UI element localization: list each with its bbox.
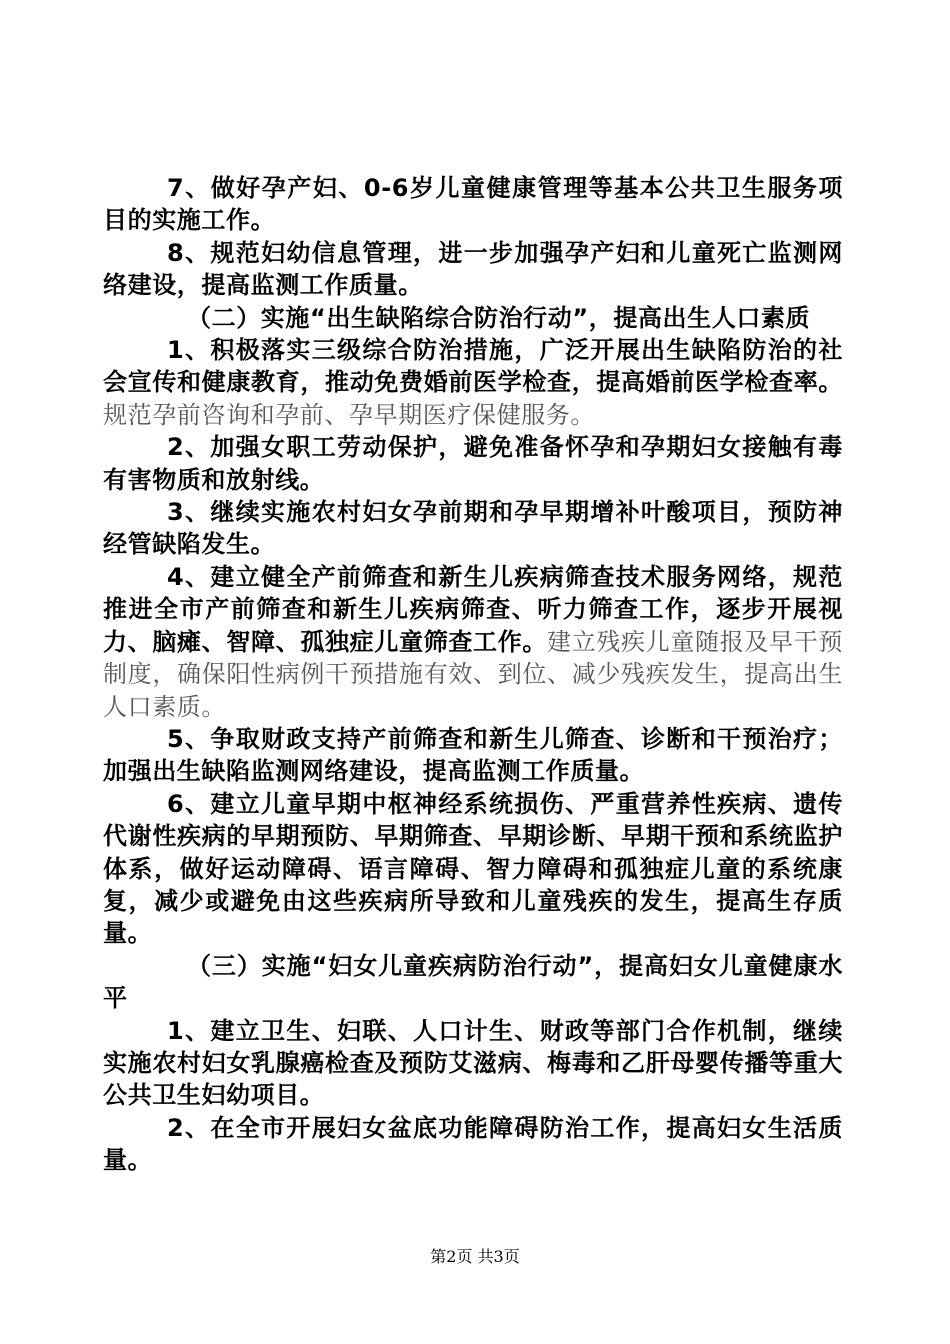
paragraph-text: 1、积极落实三级综合防治措施，广泛开展出生缺陷防治的社会宣传和健康教育，推动免费婚前医学检查，提高婚前医学检查率。: [103, 336, 843, 397]
paragraph-item-3-2: [103, 1112, 843, 1177]
paragraph-text: 2、加强女职工劳动保护，避免准备怀孕和孕期妇女接触有毒有害物质和放射线。: [103, 433, 843, 494]
paragraph-item-2-3: [103, 496, 843, 561]
paragraph-item-2-2: [103, 431, 843, 496]
paragraph-text: 8、规范妇幼信息管理，进一步加强孕产妇和儿童死亡监测网络建设，提高监测工作质量。: [103, 238, 843, 300]
paragraph-item-2-4: [103, 561, 843, 723]
paragraph-text: 7、做好孕产妇、0-6岁儿童健康管理等基本公共卫生服务项目的实施工作。: [103, 174, 843, 235]
paragraph-extra-text: 建立残疾儿童随报及早干预制度，确保阳性病例干预措施有效、到位、减少残疾发生，提高出生人口素质。: [103, 627, 843, 721]
paragraph-text: 5、争取财政支持产前筛查和新生儿筛查、诊断和干预治疗；加强出生缺陷监测网络建设，提高监测工作质量。: [103, 724, 843, 786]
paragraph-item-2-5: [103, 723, 843, 788]
section-heading-2: [103, 302, 843, 334]
paragraph-text: 2、在全市开展妇女盆底功能障碍防治工作，提高妇女生活质量。: [103, 1113, 843, 1175]
paragraph-item-2-6: [103, 788, 843, 950]
paragraph-item-3-1: [103, 1015, 843, 1112]
paragraph-extra-text: 规范孕前咨询和孕前、孕早期医疗保健服务。: [103, 400, 595, 429]
heading-text: （二）实施“出生缺陷综合防治行动”，提高出生人口素质: [187, 303, 811, 332]
document-body: [103, 172, 843, 1177]
paragraph-text: 6、建立儿童早期中枢神经系统损伤、严重营养性疾病、遗传代谢性疾病的早期预防、早期筛查、早期诊断、早期干预和系统监护体系，做好运动障碍、语言障碍、智力障碍和孤独症儿童的系统康复，减少或避免由这些疾病所导致和儿童残疾的发生，提高生存质量。: [103, 789, 843, 948]
paragraph-text: 3、继续实施农村妇女孕前期和孕早期增补叶酸项目，预防神经管缺陷发生。: [103, 498, 843, 559]
paragraph-item-2-1: [103, 334, 843, 431]
section-heading-3: [103, 950, 843, 1015]
paragraph-item-8: [103, 237, 843, 302]
page-footer: [0, 1244, 950, 1267]
paragraph-item-7: [103, 172, 843, 237]
paragraph-text: 1、建立卫生、妇联、人口计生、财政等部门合作机制，继续实施农村妇女乳腺癌检查及预防艾滋病、梅毒和乙肝母婴传播等重大公共卫生妇幼项目。: [103, 1016, 843, 1110]
page-number-label: 第2页 共3页: [430, 1247, 520, 1266]
paragraph-text: 4、建立健全产前筛查和新生儿疾病筛查技术服务网络，规范推进全市产前筛查和新生儿疾病筛查、听力筛查工作，逐步开展视力、脑瘫、智障、孤独症儿童筛查工作。: [103, 562, 843, 656]
heading-text: （三）实施“妇女儿童疾病防治行动”，提高妇女儿童健康水平: [103, 951, 843, 1013]
